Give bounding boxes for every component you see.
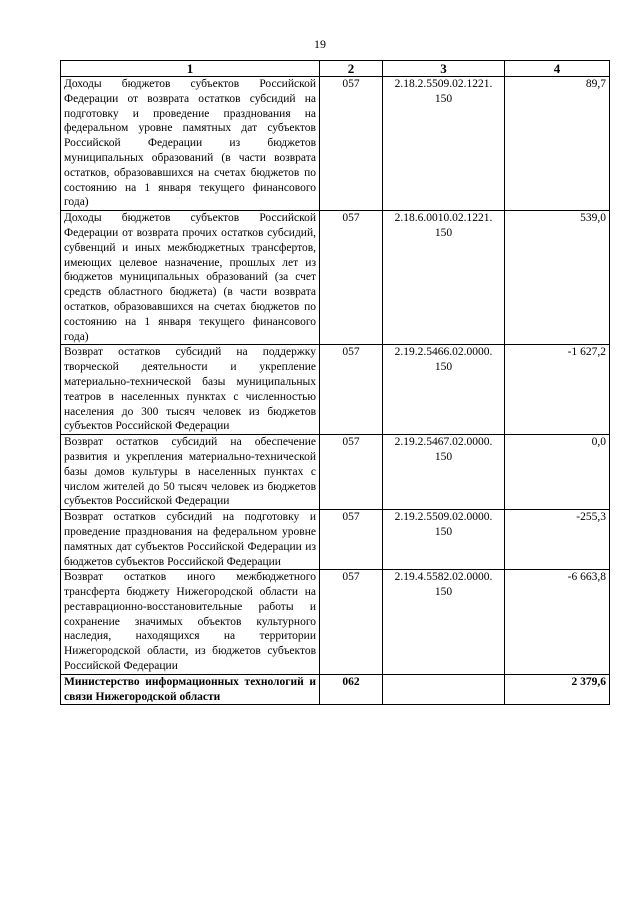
row-code: 057	[320, 570, 383, 675]
column-header-amount: 4	[505, 61, 610, 77]
table-header-row	[61, 61, 610, 77]
row-kbk: 2.19.2.5467.02.0000. 150	[383, 435, 505, 510]
row-kbk: 2.18.6.0010.02.1221. 150	[383, 211, 505, 345]
row-name: Возврат остатков субсидий на обеспечение развития и укрепления материально-технической базы домов культуры в населенных пунктах с числом жителей до 50 тысяч человек из бюджетов субъектов Российской Федерации	[61, 435, 320, 510]
row-amount: 0,0	[505, 435, 610, 510]
row-name: Возврат остатков субсидий на поддержку творческой деятельности и укрепление материально-технической базы муниципальных театров в населенных пунктах с численностью населения до 300 тысяч человек из бюджетов субъектов Российской Федерации	[61, 345, 320, 435]
row-code: 057	[320, 435, 383, 510]
column-header-name: 1	[61, 61, 320, 77]
row-kbk: 2.19.4.5582.02.0000. 150	[383, 570, 505, 675]
row-code: 057	[320, 345, 383, 435]
row-name: Министерство информационных технологий и связи Нижегородской области	[61, 674, 320, 705]
table-row	[61, 211, 610, 345]
table-row	[61, 345, 610, 435]
table-row	[61, 77, 610, 211]
table-row	[61, 510, 610, 570]
row-code: 057	[320, 77, 383, 211]
row-amount: 89,7	[505, 77, 610, 211]
row-name: Доходы бюджетов субъектов Российской Федерации от возврата прочих остатков субсидий, субвенций и иных межбюджетных трансфертов, имеющих целевое назначение, прошлых лет из бюджетов муниципальных образований (за счет средств областного бюджета) (в части возврата остатков, образовавшихся на счетах бюджетов по состоянию на 1 января текущего финансового года)	[61, 211, 320, 345]
column-header-kbk: 3	[383, 61, 505, 77]
row-kbk: 2.19.2.5466.02.0000. 150	[383, 345, 505, 435]
table-row	[61, 435, 610, 510]
row-amount: 2 379,6	[505, 674, 610, 705]
row-kbk: 2.19.2.5509.02.0000. 150	[383, 510, 505, 570]
table-row	[61, 570, 610, 675]
page-number: 19	[314, 37, 326, 51]
budget-table	[60, 60, 610, 705]
row-amount: 539,0	[505, 211, 610, 345]
row-amount: -1 627,2	[505, 345, 610, 435]
table-row-ministry	[61, 674, 610, 705]
row-kbk: 2.18.2.5509.02.1221. 150	[383, 77, 505, 211]
row-name: Доходы бюджетов субъектов Российской Федерации от возврата остатков субсидий на подготовку и проведение празднования на федеральном уровне памятных дат субъектов Российской Федерации из бюджетов муниципальных образований (в части возврата остатков, образовавшихся на счетах бюджетов по состоянию на 1 января текущего финансового года)	[61, 77, 320, 211]
row-name: Возврат остатков иного межбюджетного трансферта бюджету Нижегородской области на реставрационно-восстановительные работы и сохранение значимых объектов культурного наследия, находящихся на территории Нижегородской области, из бюджетов субъектов Российской Федерации	[61, 570, 320, 675]
row-kbk	[383, 674, 505, 705]
row-code: 062	[320, 674, 383, 705]
row-code: 057	[320, 510, 383, 570]
column-header-code: 2	[320, 61, 383, 77]
row-amount: -255,3	[505, 510, 610, 570]
row-code: 057	[320, 211, 383, 345]
row-name: Возврат остатков субсидий на подготовку и проведение празднования на федеральном уровне памятных дат субъектов Российской Федерации из бюджетов субъектов Российской Федерации	[61, 510, 320, 570]
row-amount: -6 663,8	[505, 570, 610, 675]
